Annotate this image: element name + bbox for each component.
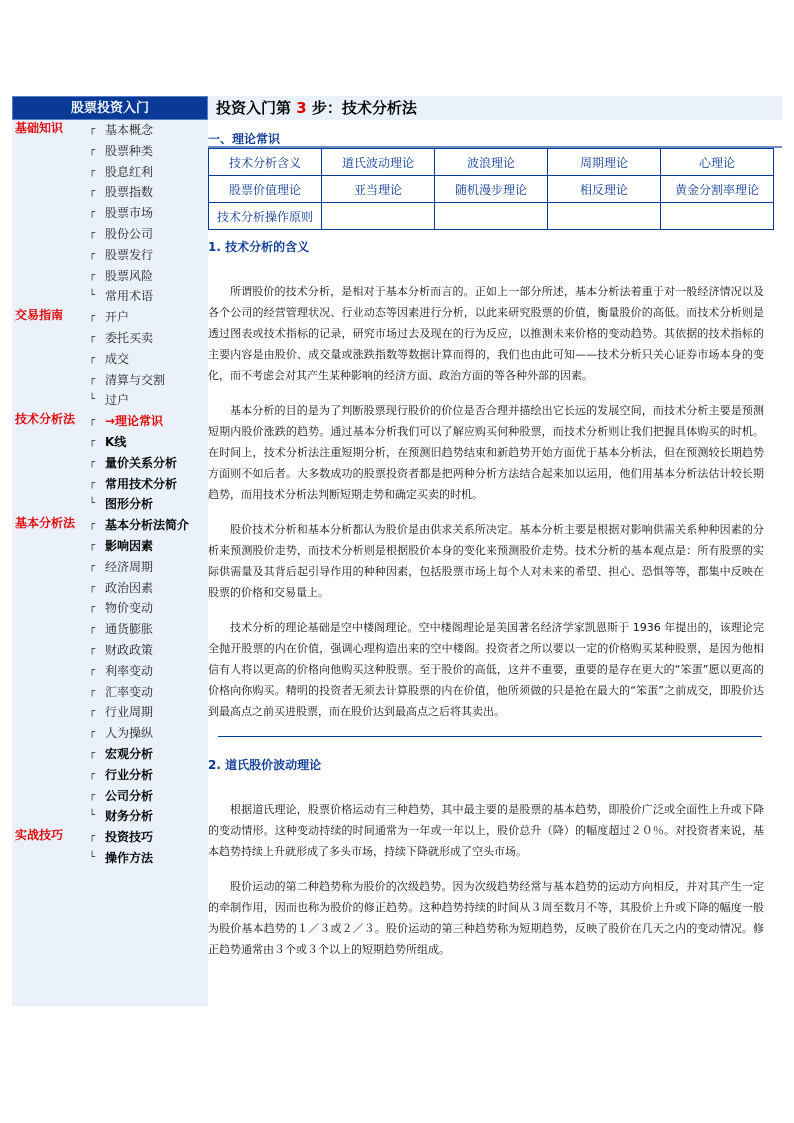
tree-branch-icon: ┌ [89, 539, 96, 551]
sidebar-item-label: 人为操纵 [105, 726, 154, 741]
sidebar-item[interactable] [12, 370, 208, 391]
tree-branch-icon: ┌ [89, 415, 96, 427]
tree-branch-icon: ┌ [89, 435, 96, 447]
sidebar-item[interactable] [12, 640, 208, 661]
sidebar-item[interactable] [12, 806, 208, 827]
sidebar-item-label: 股票指数 [105, 185, 154, 200]
heading-dow-theory: 2. 道氏股价波动理论 [208, 758, 322, 772]
sidebar-item[interactable] [12, 702, 208, 723]
sidebar-item-label: 财政政策 [105, 642, 154, 657]
tree-branch-icon: ┌ [89, 831, 96, 843]
sidebar-item[interactable] [12, 307, 208, 328]
sidebar-item-label: 基本分析法简介 [105, 518, 190, 533]
tree-branch-icon: ┌ [89, 747, 96, 759]
sidebar-item[interactable] [12, 765, 208, 786]
sidebar-item-label: 量价关系分析 [105, 455, 178, 470]
sidebar-item-label: K线 [105, 434, 127, 449]
sidebar-item-label: 物价变动 [105, 601, 154, 616]
tree-branch-icon: ┌ [89, 664, 96, 676]
sidebar-section [12, 307, 208, 411]
tree-branch-icon: ┌ [89, 227, 96, 239]
sidebar-item-label: 财务分析 [105, 809, 154, 824]
sidebar-item[interactable] [12, 328, 208, 349]
sidebar-category[interactable]: 基本分析法 [15, 516, 76, 531]
sidebar-item[interactable] [12, 494, 208, 515]
sidebar-item-label: 常用术语 [105, 289, 154, 304]
paragraph: 股价运动的第二种趋势称为股价的次级趋势。因为次级趋势经常与基本趋势的运动方向相反，并对其产生一定的牵制作用，因而也称为股价的修正趋势。这种趋势持续的时间从３周至数月不等，其股价上升或下降的幅度一般为股价基本趋势的１／３或２／３。股价运动的第三种趋势称为短期趋势，反映了股价在几天之内的变动情况。修正趋势通常由３个或３个以上的短期趋势所组成。 [208, 880, 764, 956]
page-title [208, 96, 782, 120]
sidebar-item-label: 投资技巧 [105, 830, 154, 845]
tree-branch-icon: ┌ [89, 165, 96, 177]
sidebar-item-label: 过户 [105, 393, 130, 408]
sidebar-section [12, 515, 208, 827]
tree-branch-icon: └ [89, 290, 96, 302]
paragraph: 股价技术分析和基本分析都认为股价是由供求关系所决定。基本分析主要是根据对影响供需关系种种因素的分析来预测股价走势，而技术分析则是根据股价本身的变化来预测股价走势。技术分析的基本观点是：所有股票的实际供需量及其背后起引导作用的种种因素，包括股票市场上每个人对未来的希望、担心、恐惧等等，都集中反映在股票的价格和交易量上。 [208, 523, 764, 599]
tree-branch-icon: ┌ [89, 269, 96, 281]
sidebar-item[interactable] [12, 141, 208, 162]
title-suffix: 步：技术分析法 [311, 99, 417, 117]
tree-branch-icon: ┌ [89, 477, 96, 489]
topic-table [208, 148, 774, 230]
tree-branch-icon: ┌ [89, 352, 96, 364]
sidebar-section [12, 411, 208, 515]
sidebar-item[interactable] [12, 162, 208, 183]
tree-branch-icon: ┌ [89, 623, 96, 635]
tree-branch-icon: ┌ [89, 706, 96, 718]
step-number: 3 [296, 99, 307, 117]
sidebar-item[interactable] [12, 661, 208, 682]
topic-link[interactable]: 黄金分割率理论 [661, 176, 774, 203]
sidebar-item-label: 宏观分析 [105, 746, 154, 761]
sidebar-item-label: →理论常识 [105, 414, 164, 429]
topic-link[interactable]: 股票价值理论 [209, 176, 322, 203]
sidebar-item[interactable] [12, 515, 208, 536]
tree-branch-icon: ┌ [89, 124, 96, 135]
sidebar-item[interactable] [12, 786, 208, 807]
tree-branch-icon: ┌ [89, 373, 96, 385]
sidebar-item[interactable] [12, 453, 208, 474]
tree-branch-icon: └ [89, 851, 96, 863]
topic-link [548, 203, 661, 230]
tree-branch-icon: ┌ [89, 186, 96, 198]
sidebar-item-label: 股票发行 [105, 247, 154, 262]
sidebar-item-label: 图形分析 [105, 497, 154, 512]
topic-link[interactable]: 相反理论 [548, 176, 661, 203]
sidebar-item-label: 开户 [105, 310, 130, 325]
sidebar-item[interactable] [12, 557, 208, 578]
tree-branch-icon: └ [89, 810, 96, 822]
sidebar-item[interactable] [12, 474, 208, 495]
sidebar-category[interactable]: 基础知识 [15, 121, 64, 135]
sidebar-item[interactable] [12, 120, 208, 141]
sidebar-sections [12, 120, 208, 869]
sidebar-item-label: 股票风险 [105, 268, 154, 283]
sidebar-item[interactable] [12, 723, 208, 744]
sidebar-item[interactable] [12, 848, 208, 869]
topic-link [322, 203, 435, 230]
topic-row [209, 203, 774, 230]
sidebar-item-label: 股票种类 [105, 143, 154, 158]
sidebar-item[interactable] [12, 744, 208, 765]
sidebar-item[interactable] [12, 203, 208, 224]
tree-branch-icon: ┌ [89, 581, 96, 593]
sidebar-item[interactable] [12, 598, 208, 619]
paragraph: 技术分析的理论基础是空中楼阁理论。空中楼阁理论是美国著名经济学家凯恩斯于 1936 年提出的，该理论完全抛开股票的内在价值，强调心理构造出来的空中楼阁。投资者之所以要以一定的价格购买某种股票，是因为他相信有人将以更高的价格向他购买这种股票。至于股价的高低，这并不重要，重要的是存在更大的“笨蛋”愿以更高的价格向你购买。精明的投资者无须去计算股票的内在价值，他所须做的只是抢在最大的“笨蛋”之前成交，即股价达到最高点之前买进股票，而在股价达到最高点之后将其卖出。 [208, 621, 764, 718]
sidebar-category[interactable]: 实战技巧 [15, 828, 64, 843]
sidebar-item-label: 影响因素 [105, 538, 154, 553]
paragraph: 根据道氏理论，股票价格运动有三种趋势，其中最主要的是股票的基本趋势，即股价广泛或全面性上升或下降的变动情形。这种变动持续的时间通常为一年或一年以上，股价总升（降）的幅度超过２０％。对投资者来说，基本趋势持续上升就形成了多头市场，持续下降就形成了空头市场。 [208, 803, 764, 858]
topic-link[interactable]: 波浪理论 [435, 149, 548, 176]
topic-row [209, 176, 774, 203]
page [12, 96, 782, 1006]
sidebar-item[interactable] [12, 411, 208, 432]
topic-link[interactable]: 周期理论 [548, 149, 661, 176]
topic-row [209, 149, 774, 176]
sidebar-item[interactable] [12, 182, 208, 203]
title-prefix: 投资入门第 [216, 99, 292, 117]
sidebar-item[interactable] [12, 827, 208, 848]
tree-branch-icon: ┌ [89, 560, 96, 572]
tree-branch-icon: ┌ [89, 789, 96, 801]
sidebar-title: 股票投资入门 [12, 96, 208, 120]
sidebar-item-label: 常用技术分析 [105, 476, 178, 491]
tree-branch-icon: ┌ [89, 685, 96, 697]
heading-technical-meaning: 1. 技术分析的含义 [208, 240, 310, 254]
topic-link [661, 203, 774, 230]
tree-branch-icon: ┌ [89, 768, 96, 780]
sidebar-category[interactable]: 技术分析法 [15, 412, 76, 427]
tree-branch-icon: ┌ [89, 207, 96, 219]
sidebar-section [12, 120, 208, 307]
tree-branch-icon: └ [89, 498, 96, 510]
article-body-2 [208, 799, 782, 960]
sidebar-item[interactable] [12, 536, 208, 557]
sidebar-item-label: 汇率变动 [105, 684, 154, 699]
topic-link[interactable]: 心理论 [661, 149, 774, 176]
sidebar-item-label: 委托买卖 [105, 330, 154, 345]
sidebar-item-label: 政治因素 [105, 580, 154, 595]
sidebar-item-label: 行业分析 [105, 767, 154, 782]
topic-link[interactable]: 亚当理论 [322, 176, 435, 203]
tree-branch-icon: ┌ [89, 643, 96, 655]
sidebar-item[interactable] [12, 286, 208, 307]
tree-branch-icon: ┌ [89, 248, 96, 260]
sidebar [12, 96, 208, 1006]
topic-link[interactable]: 技术分析操作原则 [209, 203, 322, 230]
tree-branch-icon: ┌ [89, 331, 96, 343]
tree-branch-icon: └ [89, 394, 96, 406]
sidebar-item-label: 利率变动 [105, 663, 154, 678]
sidebar-item-label: 公司分析 [105, 788, 154, 803]
sidebar-item[interactable] [12, 578, 208, 599]
tree-branch-icon: ┌ [89, 519, 96, 531]
paragraph: 所谓股价的技术分析，是相对于基本分析而言的。正如上一部分所述，基本分析法着重于对一般经济情况以及各个公司的经营管理状况、行业动态等因素进行分析，以此来研究股票的价值，衡量股价的高低。而技术分析则是透过图表或技术指标的记录，研究市场过去及现在的行为反应，以推测未来价格的变动趋势。其依据的技术指标的主要内容是由股价、成交量或涨跌指数等数据计算而得的，我们也由此可知——技术分析只关心证券市场本身的变化，而不考虑会对其产生某种影响的经济方面、政治方面的等各种外部的因素。 [208, 285, 764, 382]
sidebar-item-label: 股份公司 [105, 226, 154, 241]
sidebar-item-label: 清算与交割 [105, 372, 166, 387]
topic-link [435, 203, 548, 230]
sidebar-item[interactable] [12, 245, 208, 266]
sidebar-item[interactable] [12, 349, 208, 370]
sidebar-item-label: 行业周期 [105, 705, 154, 720]
tree-branch-icon: ┌ [89, 727, 96, 739]
section-heading-theory: 一、理论常识 [208, 132, 782, 148]
divider [218, 736, 762, 737]
sidebar-category[interactable]: 交易指南 [15, 308, 64, 323]
main-content [208, 96, 782, 960]
sidebar-item-label: 经济周期 [105, 559, 154, 574]
sidebar-item[interactable] [12, 432, 208, 453]
sidebar-item-label: 通货膨胀 [105, 622, 154, 637]
sidebar-item-label: 操作方法 [105, 850, 154, 865]
sidebar-item-label: 股息红利 [105, 164, 154, 179]
tree-branch-icon: ┌ [89, 456, 96, 468]
tree-branch-icon: ┌ [89, 602, 96, 614]
topic-link[interactable]: 随机漫步理论 [435, 176, 548, 203]
sidebar-item[interactable] [12, 682, 208, 703]
sidebar-item-label: 股票市场 [105, 206, 154, 221]
sidebar-item-label: 基本概念 [105, 123, 154, 137]
sidebar-section [12, 827, 208, 869]
topic-link[interactable]: 道氏波动理论 [322, 149, 435, 176]
sidebar-item[interactable] [12, 224, 208, 245]
sidebar-item[interactable] [12, 619, 208, 640]
tree-branch-icon: ┌ [89, 311, 96, 323]
sidebar-item[interactable] [12, 266, 208, 287]
tree-branch-icon: ┌ [89, 144, 96, 156]
article-body-1 [208, 281, 782, 722]
sidebar-item-label: 成交 [105, 351, 130, 366]
sidebar-item[interactable] [12, 390, 208, 411]
topic-link[interactable]: 技术分析含义 [209, 149, 322, 176]
paragraph: 基本分析的目的是为了判断股票现行股价的价位是否合理并描绘出它长远的发展空间，而技术分析主要是预测短期内股价涨跌的趋势。通过基本分析我们可以了解应购买何种股票，而技术分析则让我们把握具体购买的时机。在时间上，技术分析法注重短期分析，在预测旧趋势结束和新趋势开始方面优于基本分析法，但在预测较长期趋势方面则不如后者。大多数成功的股票投资者都是把两种分析方法结合起来加以运用，他们用基本分析法估计较长期趋势，而用技术分析法判断短期走势和确定买卖的时机。 [208, 404, 764, 501]
